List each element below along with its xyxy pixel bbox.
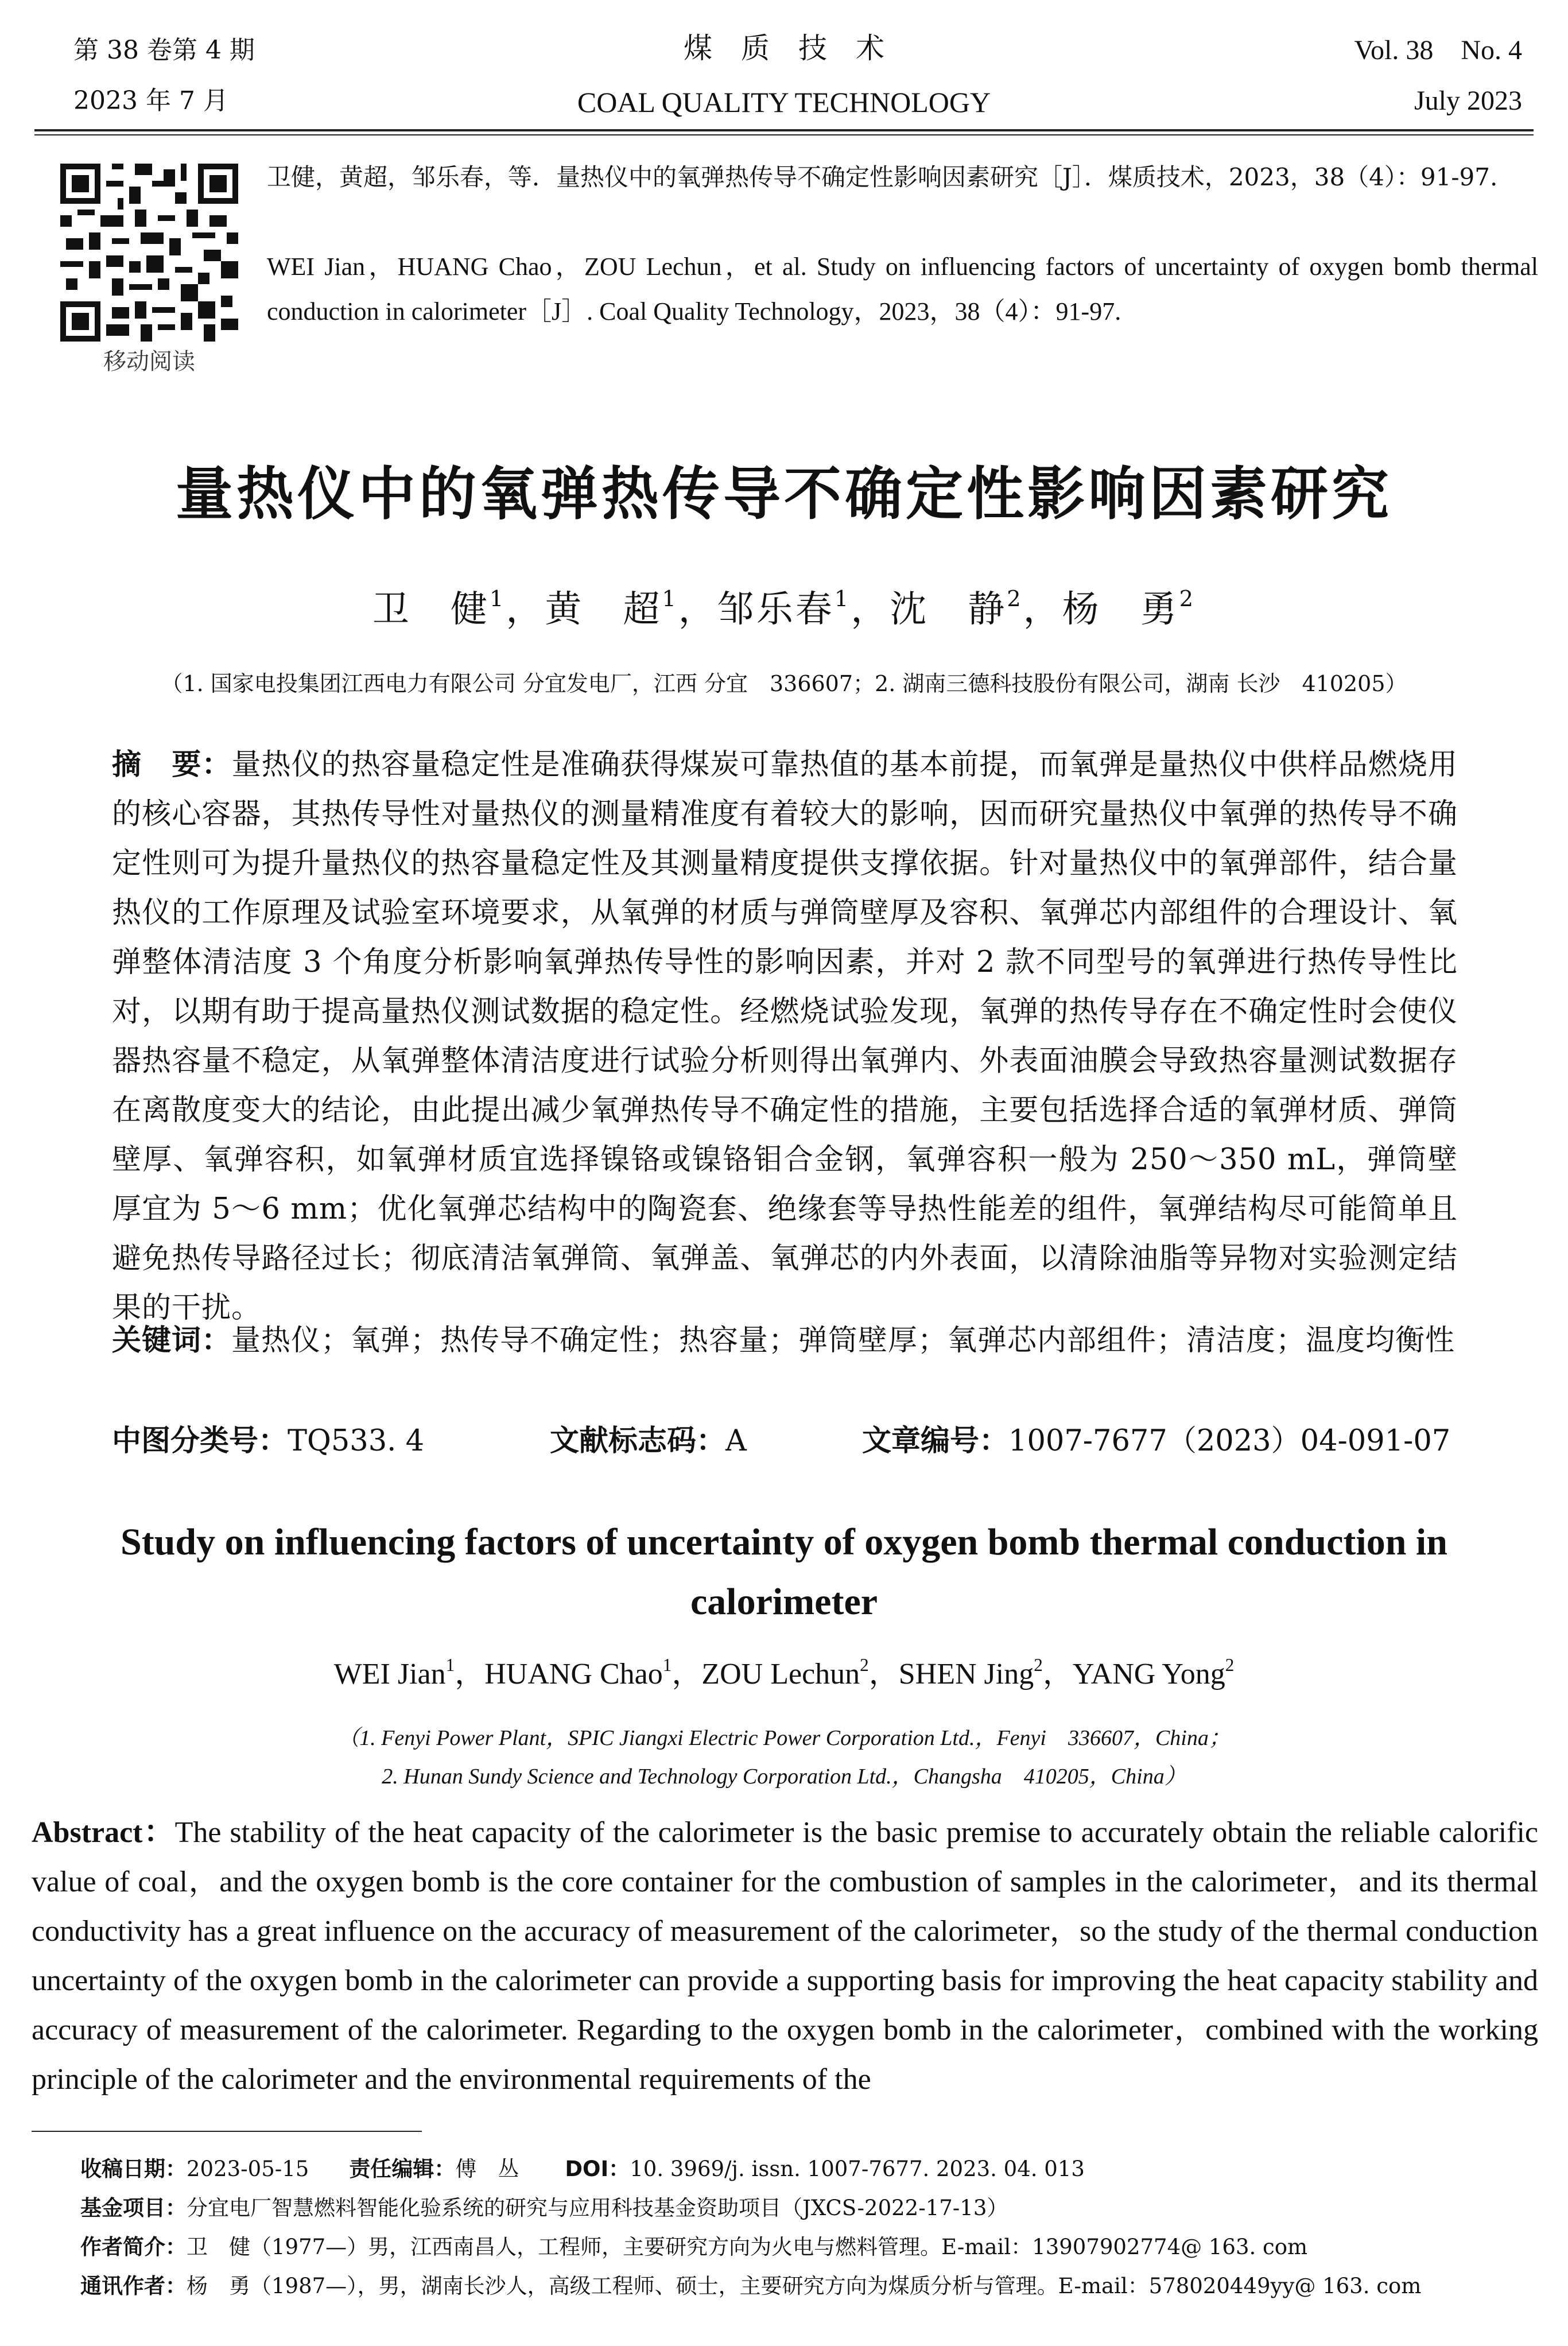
author-name: SHEN Jing <box>898 1658 1034 1690</box>
paper-title-cn: 量热仪中的氧弹热传导不确定性影响因素研究 <box>176 460 1392 528</box>
author-name: 沈 静 <box>890 588 1007 631</box>
header-date-cn: 2023 年 7 月 <box>73 86 228 115</box>
author-affil-mark: 1 <box>489 586 506 612</box>
article-label: 文章编号： <box>862 1424 1009 1458</box>
abstract-en-text: The stability of the heat capacity of the calorimeter is the basic premise to accurately obtain the reliable calorific value of coal，and the oxygen bomb is the core container for the combustion of samples in the calorimeter，and its thermal conductivity has a great influence on the accuracy of measurement of the calorimeter，so the study of the thermal conduction uncertainty of the oxygen bomb in the calorimeter can provide a supporting basis for improving the heat capacity stability and accuracy of measurement of the calorimeter. Regarding to the oxygen bomb in the calorimeter，combined with the working principle of the calorimeter and the environmental requirements of the <box>32 1816 1538 2096</box>
doi-label: DOI： <box>565 2157 630 2181</box>
abstract-cn-text: 量热仪的热容量稳定性是准确获得煤炭可靠热值的基本前提，而氧弹是量热仪中供样品燃烧用的核心容器，其热传导性对量热仪的测量精准度有着较大的影响，因而研究量热仪中氧弹的热传导不确定性则可为提升量热仪的热容量稳定性及其测量精度提供支撑依据。针对量热仪中的氧弹部件，结合量热仪的工作原理及试验室环境要求，从氧弹的材质与弹筒壁厚及容积、氧弹芯内部组件的合理设计、氧弹整体清洁度 3 个角度分析影响氧弹热传导性的影响因素，并对 2 款不同型号的氧弹进行热传导性比对，以期有助于提高量热仪测试数据的稳定性。经燃烧试验发现，氧弹的热传导存在不确定性时会使仪器热容量不稳定，从氧弹整体清洁度进行试验分析则得出氧弹内、外表面油膜会导致热容量测试数据存在离散度变大的结论，由此提出减少氧弹热传导不确定性的措施，主要包括选择合适的氧弹材质、弹筒壁厚、氧弹容积，如氧弹材质宜选择镍铬或镍铬钼合金钢，氧弹容积一般为 250～350 mL，弹筒壁厚宜为 5～6 mm；优化氧弹芯结构中的陶瓷套、绝缘套等导热性能差的组件，氧弹结构尽可能简单且避免热传导路径过长；彻底清洁氧弹筒、氧弹盖、氧弹芯的内外表面，以清除油脂等异物对实验测定结果的干扰。 <box>112 748 1458 1325</box>
author-separator: ， <box>868 1658 899 1690</box>
author-separator: ， <box>455 1658 485 1690</box>
fund-label: 基金项目： <box>80 2196 187 2220</box>
author-affil-mark: 1 <box>445 1655 455 1676</box>
author-separator: ， <box>506 588 545 631</box>
abstract-en-label: Abstract： <box>32 1816 175 1849</box>
fund-value: 分宜电厂智慧燃料智能化验系统的研究与应用科技基金资助项目（JXCS-2022-17-13） <box>187 2196 1008 2220</box>
qr-code-icon[interactable] <box>60 164 238 342</box>
footnote-received <box>80 2151 1538 2187</box>
author-name: 卫 健 <box>372 588 490 631</box>
author-bio-label: 作者简介： <box>80 2235 187 2259</box>
corresponding-label: 通讯作者： <box>80 2274 187 2298</box>
paper-title-en: Study on influencing factors of uncertainty of oxygen bomb thermal conduction in calorimeter <box>121 1521 1447 1623</box>
author-affil-mark: 1 <box>662 586 678 612</box>
article-value: 1007-7677（2023）04-091-07 <box>1008 1424 1451 1458</box>
author-affil-mark: 2 <box>1225 1655 1235 1676</box>
keywords-cn-text: 量热仪；氧弹；热传导不确定性；热容量；弹筒壁厚；氧弹芯内部组件；清洁度；温度均衡性 <box>231 1324 1456 1358</box>
author-affil-mark: 2 <box>860 1655 869 1676</box>
keywords-cn-label: 关键词： <box>112 1324 232 1358</box>
citation-cn: 卫健，黄超，邹乐春，等．量热仪中的氧弹热传导不确定性影响因素研究［J］．煤质技术，2023，38（4）：91-97. <box>267 163 1498 191</box>
footnote-rule <box>32 2131 422 2132</box>
doc-value: A <box>725 1424 747 1458</box>
author-name: WEI Jian <box>333 1658 446 1690</box>
author-name: HUANG Chao <box>484 1658 663 1690</box>
citation-en: WEI Jian，HUANG Chao，ZOU Lechun，et al. Study on influencing factors of uncertainty of oxygen bomb thermal conduction in calorimeter［J］. Coal Quality Technology，2023，38（4）：91-97. <box>267 253 1538 325</box>
authors-en <box>0 1649 1568 1692</box>
doi-value[interactable]: 10. 3969/j. issn. 1007-7677. 2023. 04. 013 <box>630 2157 1085 2181</box>
received-value: 2023-05-15 <box>187 2157 309 2181</box>
footnote-fund <box>80 2190 1538 2226</box>
author-name: ZOU Lechun <box>701 1658 860 1690</box>
clc-number <box>112 1417 424 1459</box>
affiliation-en-line2: 2. Hunan Sundy Science and Technology Corporation Ltd.，Changsha 410205，China） <box>382 1765 1186 1789</box>
received-label: 收稿日期： <box>80 2157 187 2181</box>
clc-value: TQ533. 4 <box>288 1424 425 1458</box>
affiliation-en-line1: （1. Fenyi Power Plant，SPIC Jiangxi Electric Power Corporation Ltd.，Fenyi 336607，China； <box>337 1726 1231 1750</box>
header-rule-thin <box>34 134 1534 135</box>
editor-label: 责任编辑： <box>349 2157 456 2181</box>
header-volume-cn: 第 38 卷第 4 期 <box>73 36 255 65</box>
abstract-cn-label: 摘 要： <box>112 748 232 782</box>
header-journal-en: COAL QUALITY TECHNOLOGY <box>577 86 991 118</box>
keywords-cn <box>112 1316 1458 1366</box>
abstract-cn <box>112 740 1458 1333</box>
author-separator: ， <box>1023 588 1062 631</box>
header-rule <box>34 129 1534 131</box>
author-separator: ， <box>672 1658 702 1690</box>
doc-label: 文献标志码： <box>550 1424 726 1458</box>
abstract-en <box>32 1808 1538 2104</box>
footnote-corresponding <box>80 2269 1538 2304</box>
document-code <box>550 1417 747 1459</box>
author-name: YANG Yong <box>1072 1658 1225 1690</box>
header-date-en: July 2023 <box>1414 86 1522 116</box>
authors-cn <box>0 580 1568 633</box>
affiliation-cn: （1. 国家电投集团江西电力有限公司 分宜发电厂，江西 分宜 336607；2. 湖南三德科技股份有限公司，湖南 长沙 410205） <box>161 671 1407 696</box>
author-affil-mark: 2 <box>1179 586 1196 612</box>
header-journal-cn: 煤 质 技 术 <box>684 32 884 65</box>
footnote-author <box>80 2229 1538 2265</box>
article-number <box>862 1417 1450 1459</box>
header-volume-en: Vol. 38 No. 4 <box>1354 35 1522 65</box>
author-name: 邹乐春 <box>717 588 835 631</box>
author-separator: ， <box>1042 1658 1073 1690</box>
corresponding-value: 杨 勇（1987—），男，湖南长沙人，高级工程师、硕士，主要研究方向为煤质分析与管理。E-mail：578020449yy@ 163. com <box>187 2274 1422 2298</box>
editor-value: 傅 丛 <box>455 2157 519 2181</box>
author-bio-value: 卫 健（1977—）男，江西南昌人，工程师，主要研究方向为火电与燃料管理。E-mail：13907902774@ 163. com <box>187 2235 1308 2259</box>
qr-caption: 移动阅读 <box>103 348 195 375</box>
author-affil-mark: 1 <box>662 1655 672 1676</box>
author-separator: ， <box>851 588 890 631</box>
author-separator: ， <box>678 588 717 631</box>
author-name: 黄 超 <box>545 588 662 631</box>
author-affil-mark: 2 <box>1034 1655 1043 1676</box>
author-affil-mark: 2 <box>1007 586 1023 612</box>
author-affil-mark: 1 <box>834 586 851 612</box>
clc-label: 中图分类号： <box>112 1424 288 1458</box>
author-name: 杨 勇 <box>1062 588 1179 631</box>
